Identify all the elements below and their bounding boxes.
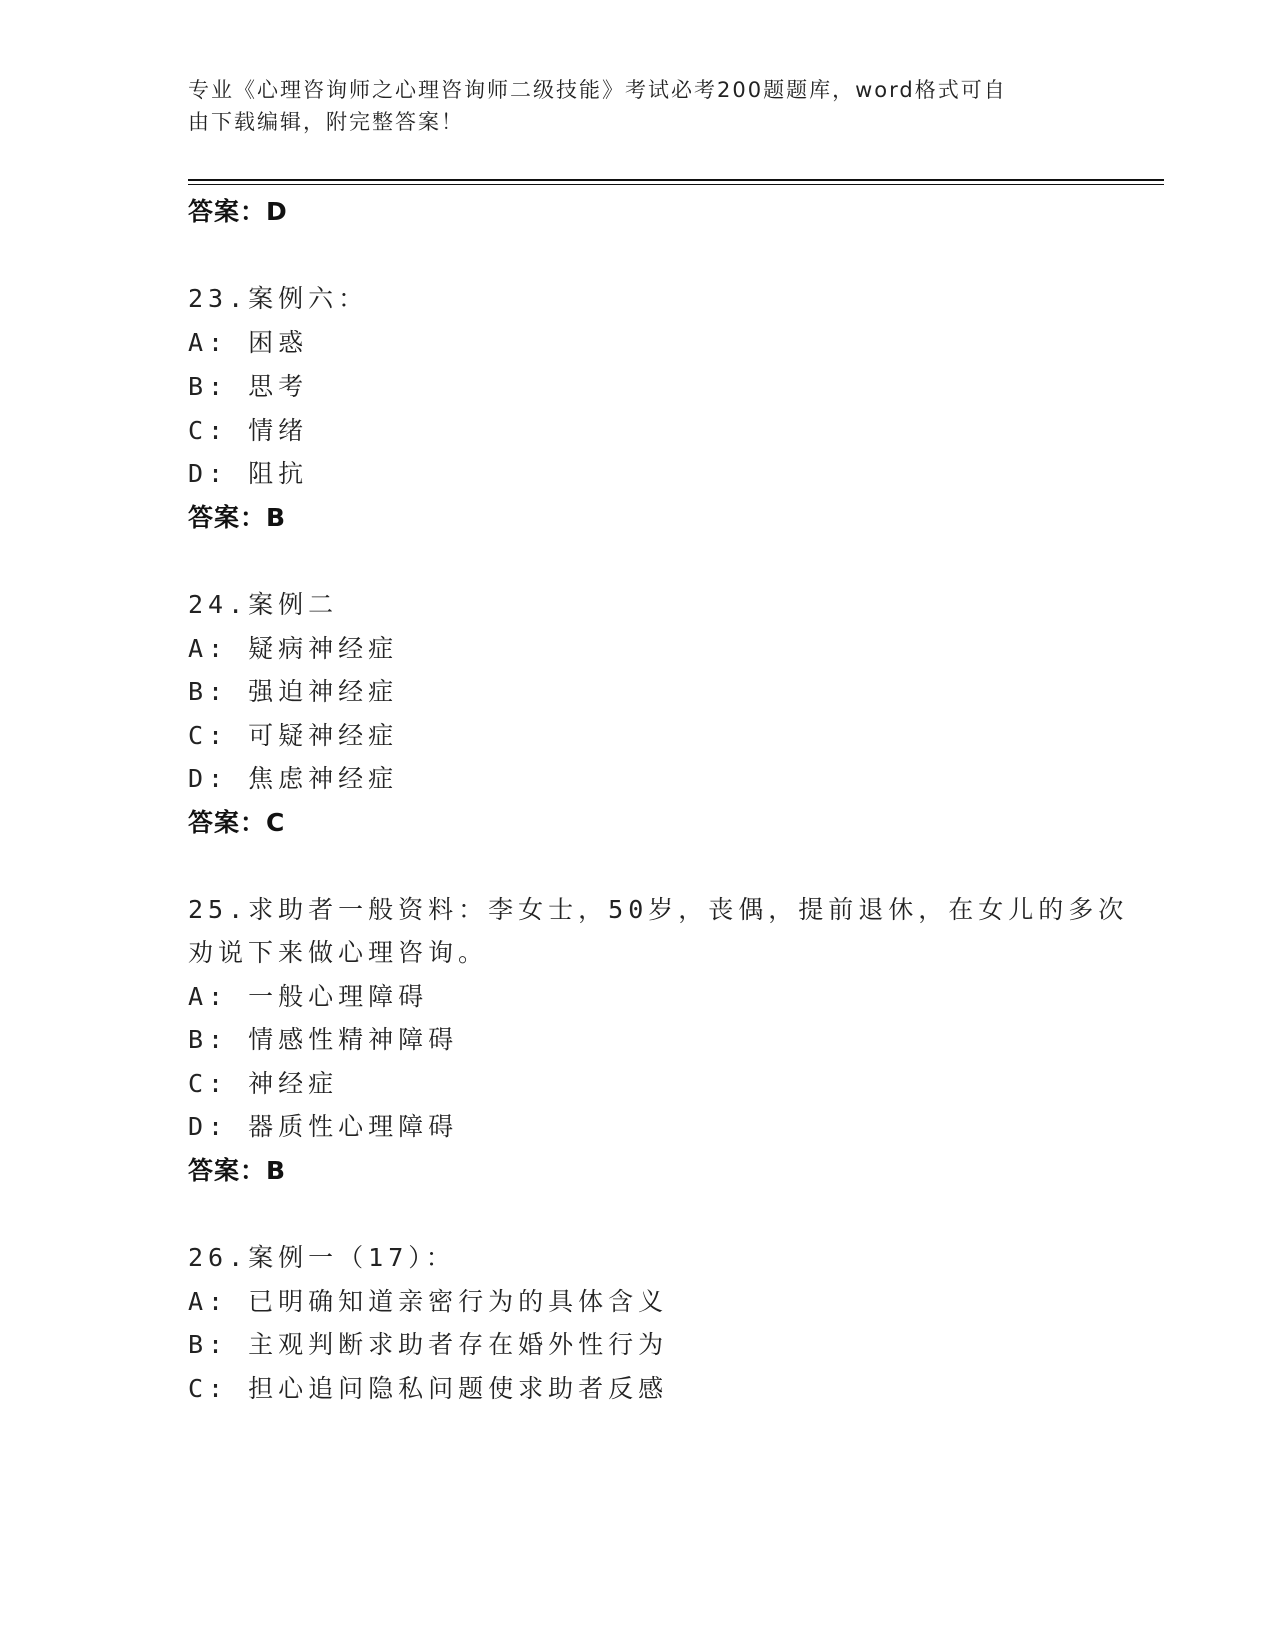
option-c: C: 可疑神经症 [188, 721, 399, 750]
answer-line: 答案：B [188, 1156, 287, 1185]
option-c: C: 担心追问隐私问题使求助者反感 [188, 1374, 669, 1403]
option-d: D: 阻抗 [188, 459, 309, 488]
question-stem: 25.求助者一般资料：李女士，50岁，丧偶，提前退休，在女儿的多次 [188, 895, 1129, 924]
header-divider [188, 179, 1164, 181]
option-c: C: 神经症 [188, 1069, 339, 1098]
answer-line: 答案：B [188, 503, 287, 532]
option-b: B: 主观判断求助者存在婚外性行为 [188, 1330, 669, 1359]
option-d: D: 器质性心理障碍 [188, 1112, 459, 1141]
option-a: A: 疑病神经症 [188, 634, 399, 663]
option-a: A: 困惑 [188, 328, 309, 357]
header-divider-thin [188, 184, 1164, 185]
option-b: B: 思考 [188, 372, 309, 401]
header-line-1: 专业《心理咨询师之心理咨询师二级技能》考试必考200题题库，word格式可自 [188, 78, 1007, 102]
option-a: A: 已明确知道亲密行为的具体含义 [188, 1287, 669, 1316]
option-a: A: 一般心理障碍 [188, 982, 429, 1011]
answer-line: 答案：C [188, 808, 286, 837]
document-header [188, 74, 1068, 138]
question-stem: 23.案例六： [188, 284, 369, 313]
option-b: B: 情感性精神障碍 [188, 1025, 459, 1054]
header-line-2: 由下载编辑，附完整答案！ [188, 110, 464, 134]
option-c: C: 情绪 [188, 416, 309, 445]
question-stem-continued: 劝说下来做心理咨询。 [188, 938, 489, 967]
option-b: B: 强迫神经症 [188, 677, 399, 706]
question-stem: 24.案例二 [188, 590, 339, 619]
option-d: D: 焦虑神经症 [188, 764, 399, 793]
question-stem: 26.案例一（17）： [188, 1243, 456, 1272]
answer-line: 答案：D [188, 197, 288, 226]
